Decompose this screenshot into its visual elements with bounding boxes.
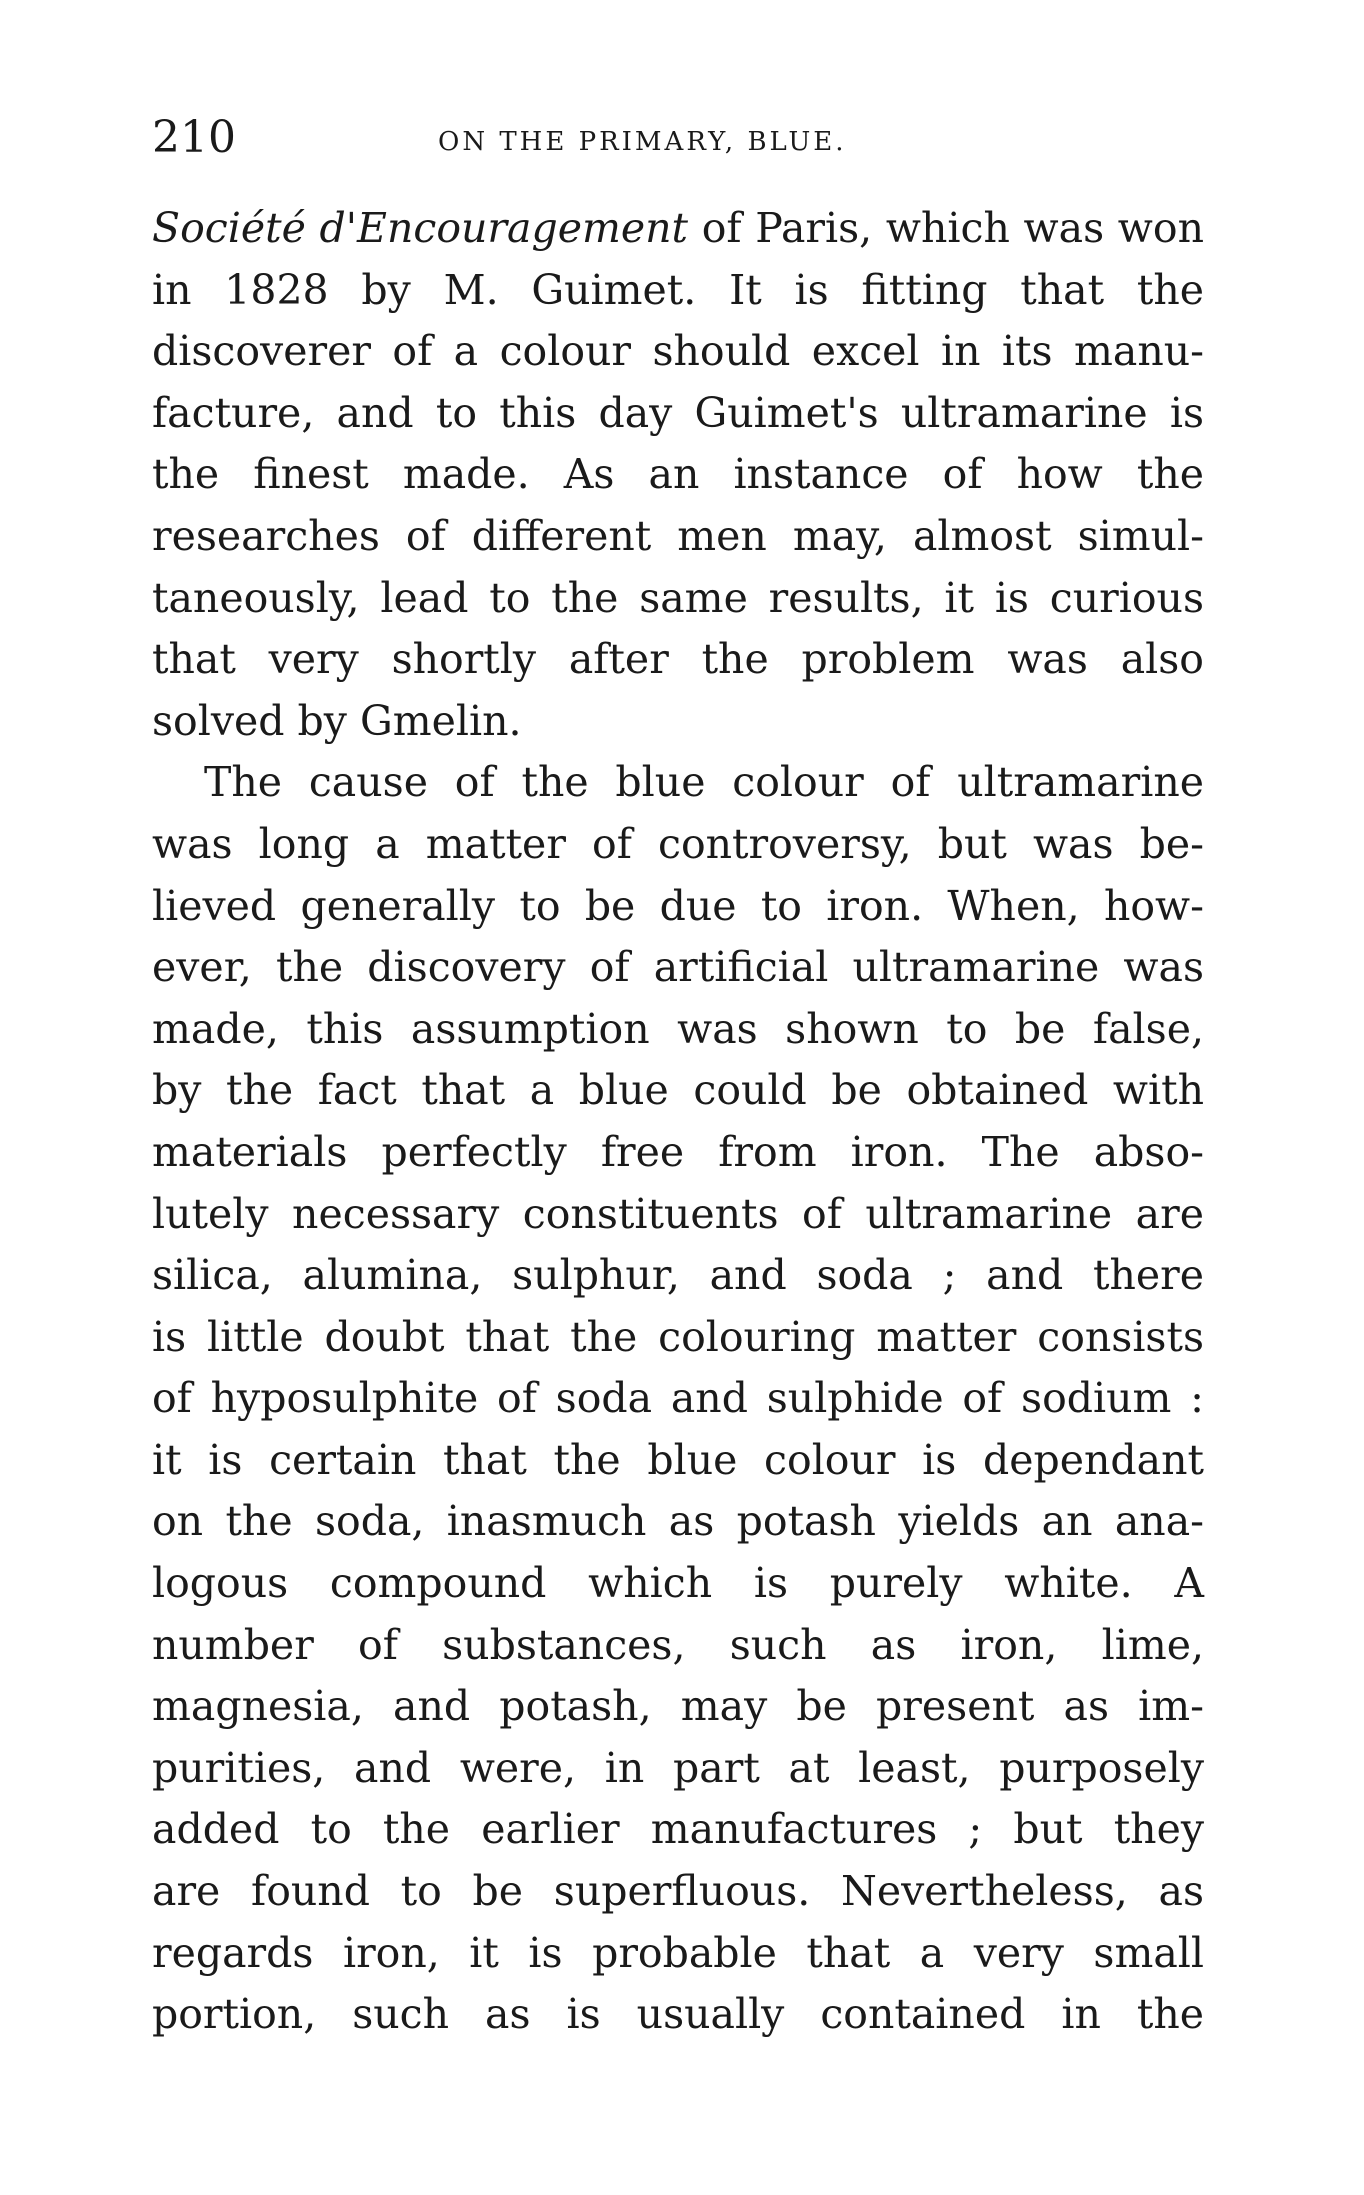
text-line: number of substances, such as iron, lime, <box>152 1620 1204 1669</box>
text-line: portion, such as is usually contained in the <box>152 1990 1204 2039</box>
text-line <box>152 198 1204 260</box>
text-line: are found to be superfluous. Nevertheless, as <box>152 1867 1204 1916</box>
page-header <box>152 108 1212 168</box>
text-line: it is certain that the blue colour is dependant <box>152 1435 1204 1484</box>
text-line: the finest made. As an instance of how the <box>152 450 1204 499</box>
text-line: taneously, lead to the same results, it is curious <box>152 573 1204 622</box>
text-line: made, this assumption was shown to be false, <box>152 1004 1204 1053</box>
text-line: regards iron, it is probable that a very small <box>152 1928 1204 1977</box>
running-head: ON THE PRIMARY, BLUE. <box>438 127 847 157</box>
paragraph-first-line: The cause of the blue colour of ultramarine <box>204 758 1204 807</box>
text-line: on the soda, inasmuch as potash yields an ana- <box>152 1497 1204 1546</box>
text-line: magnesia, and potash, may be present as im- <box>152 1682 1204 1731</box>
text-line: discoverer of a colour should excel in its manu- <box>152 327 1204 376</box>
text-fragment: of Paris, which was won <box>688 204 1204 252</box>
text-line: is little doubt that the colouring matter consists <box>152 1312 1204 1361</box>
text-line: purities, and were, in part at least, purposely <box>152 1743 1204 1792</box>
text-line: logous compound which is purely white. A <box>152 1559 1204 1608</box>
italic-phrase: Société d'Encouragement <box>152 204 689 252</box>
text-line: by the fact that a blue could be obtained with <box>152 1066 1204 1115</box>
text-line: in 1828 by M. Guimet. It is fitting that the <box>152 265 1204 314</box>
text-line: lieved generally to be due to iron. When, how- <box>152 881 1204 930</box>
text-line: was long a matter of controversy, but was be- <box>152 819 1204 868</box>
text-line: ever, the discovery of artificial ultramarine was <box>152 943 1204 992</box>
text-line: facture, and to this day Guimet's ultramarine is <box>152 388 1204 437</box>
text-line: lutely necessary constituents of ultramarine are <box>152 1189 1204 1238</box>
text-line: silica, alumina, sulphur, and soda ; and there <box>152 1251 1204 1300</box>
body-text <box>152 198 1204 2046</box>
text-line: materials perfectly free from iron. The abso- <box>152 1127 1204 1176</box>
text-line: of hyposulphite of soda and sulphide of sodium : <box>152 1374 1204 1423</box>
page-number: 210 <box>152 112 236 163</box>
text-line: that very shortly after the problem was also <box>152 635 1204 684</box>
paragraph-last-line: solved by Gmelin. <box>152 696 522 745</box>
text-line: researches of different men may, almost simul- <box>152 511 1204 560</box>
text-line: added to the earlier manufactures ; but they <box>152 1805 1204 1854</box>
